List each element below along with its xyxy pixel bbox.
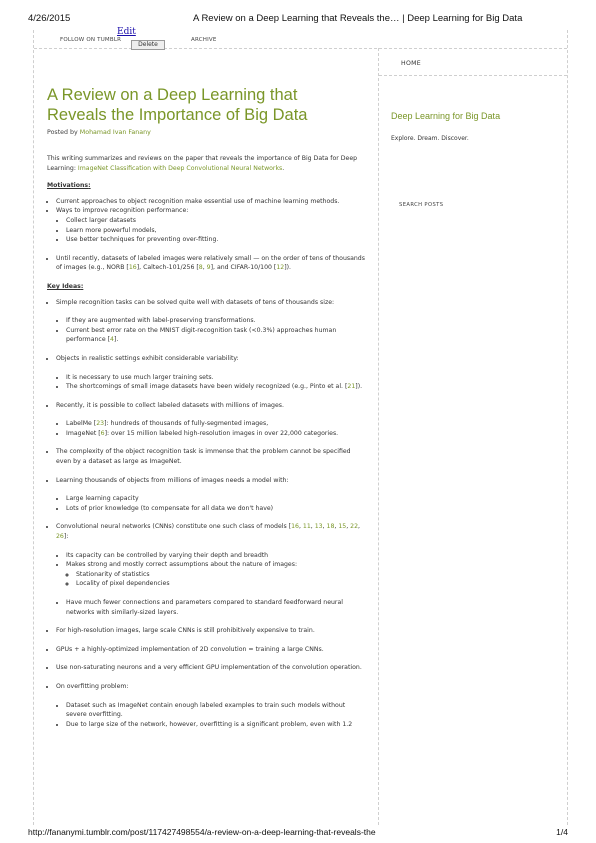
list-item: • Simple recognition tasks can be solved quite well with datasets of tens of thousands size: • If they are augmented with label-preserving transformations. • Current best error rate on the MNIST digit-recognition task (<0.3%) approaches human performance [4]. <box>56 298 365 345</box>
list-item: ◦ Stationarity of statistics <box>76 570 365 580</box>
ref-link[interactable]: 11 <box>302 523 311 531</box>
list-item: • Learning thousands of objects from millions of images needs a model with: • Large learning capacity • Lots of prior knowledge (to compensate for all data we don't have) <box>56 476 365 514</box>
list-item: • LabelMe [23]: hundreds of thousands of fully-segmented images, <box>66 419 365 429</box>
archive-link[interactable]: ARCHIVE <box>191 37 217 43</box>
follow-on-tumblr-link[interactable]: FOLLOW ON TUMBLR <box>60 37 122 43</box>
print-page-title: A Review on a Deep Learning that Reveals the… | Deep Learning for Big Data <box>193 13 523 24</box>
list-item: • GPUs + a highly-optimized implementation of 2D convolution = training a large CNNs. <box>56 645 365 655</box>
list-item: • ImageNet [6]: over 15 million labeled high-resolution images in over 22,000 categories. <box>66 429 365 439</box>
paper-link[interactable]: ImageNet Classification with Deep Convolutional Neural Networks <box>77 164 283 172</box>
blog-title-link[interactable]: Deep Learning for Big Data <box>391 111 501 121</box>
intro-text: This writing summarizes and reviews on the paper that reveals the importance of Big Data for Deep Learning: <box>47 155 358 172</box>
ref-link[interactable]: 8 <box>198 264 203 272</box>
ref-link[interactable]: 26 <box>56 533 64 541</box>
list-item: • Collect larger datasets <box>66 216 365 226</box>
posted-by-label: Posted by <box>47 129 80 136</box>
motivations-heading: Motivations: <box>47 182 91 190</box>
ref-link[interactable]: 9 <box>206 264 211 272</box>
list-item: • Have much fewer connections and parameters compared to standard feedforward neural networks with similarly-sized layers. <box>66 598 365 617</box>
top-bar <box>34 27 567 49</box>
list-item: • The complexity of the object recognition task is immense that the problem cannot be specified even by a dataset as large as ImageNet. <box>56 447 365 466</box>
list-item: • Current best error rate on the MNIST digit-recognition task (<0.3%) approaches human performance [4]. <box>66 326 365 345</box>
blog-description: Explore. Dream. Discover. <box>391 135 469 142</box>
ref-link[interactable]: 13 <box>314 523 323 531</box>
list-item: • It is necessary to use much larger training sets. <box>66 373 365 383</box>
list-item: • Convolutional neural networks (CNNs) constitute one such class of models [16, 11, 13, 18, 15, 22, 26]: • Its capacity can be controlled by varying their depth and breadth • Makes strong and mostly correct assumptions about the nature of images: ◦ Stationarity of statistics ◦ Locality of pixel dependencies • Have much fewer connections and parameters compared to standard feedforward neural networks with similarly-sized layers. <box>56 522 365 617</box>
list-item: • The shortcomings of small image datasets have been widely recognized (e.g., Pinto et al. [21]). <box>66 382 365 392</box>
sidebar <box>379 48 567 825</box>
list-item: • Current approaches to object recognition make essential use of machine learning methods. <box>56 197 365 207</box>
ref-link[interactable]: 22 <box>350 523 359 531</box>
ref-link[interactable]: 12 <box>276 264 285 272</box>
list-item: • Until recently, datasets of labeled images were relatively small — on the order of tens of thousands of images (e.g., NORB [16], Caltech-101/256 [8, 9], and CIFAR-10/100 [12]). <box>56 254 365 273</box>
post-title[interactable]: A Review on a Deep Learning that Reveals the Importance of Big Data <box>47 86 308 124</box>
ref-link[interactable]: 23 <box>96 420 105 428</box>
home-link[interactable]: HOME <box>379 60 567 76</box>
ref-link[interactable]: 21 <box>347 383 356 391</box>
post-byline <box>47 129 151 136</box>
list-item: ◦ Locality of pixel dependencies <box>76 579 365 589</box>
list-item: • Ways to improve recognition performance: • Collect larger datasets • Learn more powerful models, • Use better techniques for preventing over-fitting. <box>56 206 365 244</box>
list-item: • Large learning capacity <box>66 494 365 504</box>
post-column <box>34 48 379 825</box>
edit-link[interactable]: Edit <box>117 27 136 37</box>
list-item: • Use non-saturating neurons and a very efficient GPU implementation of the convolution operation. <box>56 663 365 673</box>
list-item: • Objects in realistic settings exhibit considerable variability: • It is necessary to use much larger training sets. • The shortcomings of small image datasets have been widely recognized (e.g., Pinto et al. [21]). <box>56 354 365 392</box>
list-item: • For high-resolution images, large scale CNNs is still prohibitively expensive to train. <box>56 626 365 636</box>
motivations-heading-text: Motivations <box>47 182 89 190</box>
blog-page <box>33 27 568 825</box>
list-item: • Recently, it is possible to collect labeled datasets with millions of images. • LabelMe [23]: hundreds of thousands of fully-segmented images, • ImageNet [6]: over 15 million labeled high-resolution images in over 22,000 categories. <box>56 401 365 439</box>
motivations-list <box>47 197 365 273</box>
list-item: • Due to large size of the network, however, overfitting is a significant problem, even with 1.2 <box>66 720 365 730</box>
post-body <box>47 154 365 738</box>
delete-button[interactable]: Delete <box>131 40 165 50</box>
author-link[interactable]: Mohamad Ivan Fanany <box>79 129 151 136</box>
ref-link[interactable]: 15 <box>338 523 347 531</box>
intro-paragraph <box>47 154 365 173</box>
ref-link[interactable]: 16 <box>291 523 299 531</box>
search-posts-input[interactable]: SEARCH POSTS <box>399 202 444 208</box>
print-url: http://fananymi.tumblr.com/post/117427498554/a-review-on-a-deep-learning-that-reveals-the <box>28 827 376 837</box>
list-item: • On overfitting problem: • Dataset such as ImageNet contain enough labeled examples to train such models without severe overfitting. • Due to large size of the network, however, overfitting is a significant problem, even with 1.2 <box>56 682 365 729</box>
list-item: • Lots of prior knowledge (to compensate for all data we don't have) <box>66 504 365 514</box>
ref-link[interactable]: 6 <box>100 429 105 437</box>
ref-link[interactable]: 18 <box>326 523 335 531</box>
list-item: • Use better techniques for preventing over-fitting. <box>66 235 365 245</box>
key-ideas-list <box>47 298 365 730</box>
key-ideas-heading-text: Key Ideas <box>47 282 81 290</box>
list-item: • Its capacity can be controlled by varying their depth and breadth <box>66 551 365 561</box>
ref-link[interactable]: 16 <box>128 264 137 272</box>
intro-end: . <box>282 164 285 172</box>
list-item: • If they are augmented with label-preserving transformations. <box>66 316 365 326</box>
list-item: • Makes strong and mostly correct assumptions about the nature of images: ◦ Stationarity of statistics ◦ Locality of pixel dependencies <box>66 560 365 589</box>
print-page-number: 1/4 <box>556 827 568 837</box>
print-date: 4/26/2015 <box>28 13 71 24</box>
ref-link[interactable]: 4 <box>110 336 114 344</box>
list-item: • Learn more powerful models, <box>66 226 365 236</box>
list-item: • Dataset such as ImageNet contain enough labeled examples to train such models without severe overfitting. <box>66 701 365 720</box>
key-ideas-heading: Key Ideas: <box>47 282 84 290</box>
